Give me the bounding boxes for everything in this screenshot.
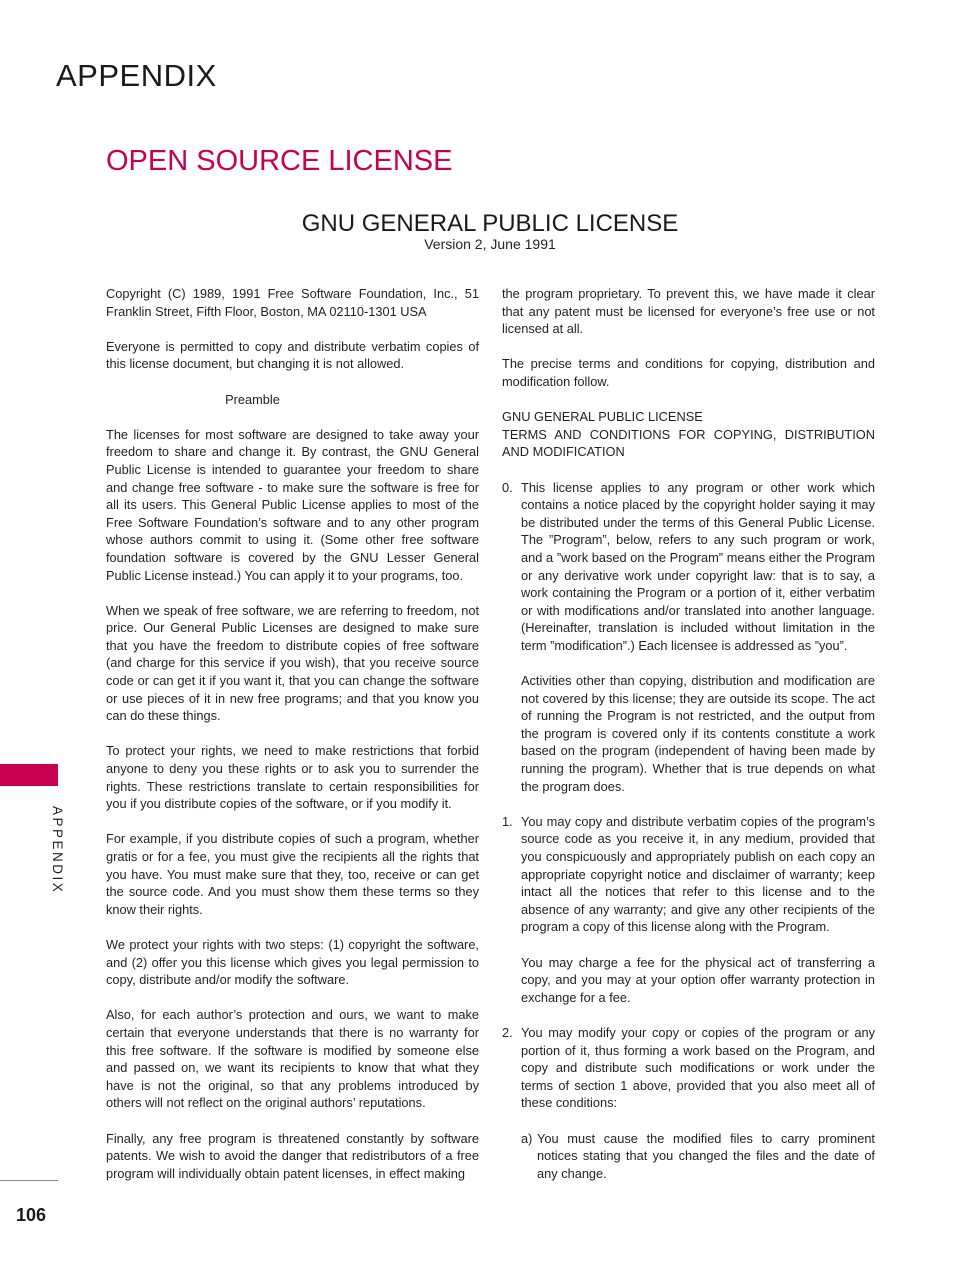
permission-notice: Everyone is permitted to copy and distribute verbatim copies of this license document, but changing it is not allowed. <box>106 338 479 372</box>
license-version: Version 2, June 1991 <box>424 236 556 252</box>
preamble-heading: Preamble <box>225 391 280 407</box>
item-number: 1. <box>502 813 513 829</box>
list-item <box>502 1024 875 1112</box>
subitem-number: a) <box>521 1130 533 1146</box>
list-item <box>502 813 875 1007</box>
page-title: OPEN SOURCE LICENSE <box>106 145 453 177</box>
side-section-label: APPENDIX <box>50 806 65 895</box>
paragraph: We protect your rights with two steps: (1) copyright the software, and (2) offer you this license which gives you legal permission to copy, distribute and/or modify the software. <box>106 936 479 988</box>
paragraph: Finally, any free program is threatened constantly by software patents. We wish to avoid the danger that redistributors of a free program will individually obtain patent licenses, in effect making <box>106 1130 479 1181</box>
terms-subheading: TERMS AND CONDITIONS FOR COPYING, DISTRIBUTION AND MODIFICATION <box>502 426 875 460</box>
paragraph: When we speak of free software, we are referring to freedom, not price. Our General Public Licenses are designed to make sure that you have the freedom to distribute copies of free software (and charge for this service if you wish), that you receive source code or can get it if you want it, that you can change the software or use pieces of it in new free programs; and that you know you can do these things. <box>106 602 479 724</box>
sub-list-item <box>502 1130 875 1183</box>
page-number: 106 <box>16 1205 47 1225</box>
item-number: 0. <box>502 479 513 495</box>
appendix-header: APPENDIX <box>56 58 217 93</box>
license-title: GNU GENERAL PUBLIC LICENSE <box>301 210 679 237</box>
item-paragraph: Activities other than copying, distribution and modification are not covered by this license; they are outside its scope. The act of running the Program is not restricted, and the output from the program is covered only if its contents constitute a work based on the program (independent of having been made by running the program). Whether that is true depends on what the program does. <box>521 673 875 794</box>
right-column <box>502 285 875 1182</box>
list-item <box>502 479 875 796</box>
item-paragraph: This license applies to any program or other work which contains a notice placed by the copyright holder saying it may be distributed under the terms of this General Public License. The ”Program”, below, refers to any such program or work, and a ”work based on the Program” means either the Program or any derivative work under copyright law: that is to say, a work containing the Program or a portion of it, either verbatim or with modifications and/or translated into another language. (Hereinafter, translation is included without limitation in the term ”modification”.) Each licensee is addressed as ”you”. <box>521 479 875 653</box>
subitem-text: You must cause the modified files to carry prominent notices stating that you changed the files and the date of any change. <box>537 1130 875 1181</box>
page-number-rule <box>0 1180 58 1181</box>
paragraph: The licenses for most software are designed to take away your freedom to share and change it. By contrast, the GNU General Public License is intended to guarantee your freedom to share and change free software - to make sure the software is free for all its users. This General Public License applies to most of the Free Software Foundation’s software and to any other program whose authors commit to using it. (Some other free software foundation software is covered by the GNU Lesser General Public License instead.) You can apply it to your programs, too. <box>106 426 479 583</box>
paragraph: For example, if you distribute copies of such a program, whether gratis or for a fee, you must give the recipients all the rights that you have. You must make sure that they, too, receive or can get the source code. And you must show them these terms so they know their rights. <box>106 831 479 917</box>
item-paragraph: You may charge a fee for the physical act of transferring a copy, and you may at your option offer warranty protection in exchange for a fee. <box>521 954 875 1005</box>
item-paragraph: You may copy and distribute verbatim copies of the program’s source code as you receive it, in any medium, provided that you conspicuously and appropriately publish on each copy an appropriate copyright notice and disclaimer of warranty; keep intact all the notices that refer to this license and to the absence of any warranty; and give any other recipients of the program a copy of this license along with the Program. <box>521 813 875 935</box>
item-number: 2. <box>502 1024 513 1040</box>
item-paragraph: You may modify your copy or copies of the program or any portion of it, thus forming a work based on the Program, and copy and distribute such modifications or work under the terms of section 1 above, provided that you also meet all of these conditions: <box>521 1024 875 1111</box>
left-column <box>106 285 479 1200</box>
side-tab-marker <box>0 764 58 786</box>
paragraph: To protect your rights, we need to make restrictions that forbid anyone to deny you these rights or to ask you to surrender the rights. These restrictions translate to certain responsibilities for you if you distribute copies of the software, or if you modify it. <box>106 743 479 812</box>
paragraph: Also, for each author’s protection and ours, we want to make certain that everyone understands that there is no warranty for this free software. If the software is modified by someone else and passed on, we want its recipients to know that what they have is not the original, so that any problems introduced by others will not reflect on the original authors’ reputations. <box>106 1007 479 1111</box>
paragraph: the program proprietary. To prevent this, we have made it clear that any patent must be licensed for everyone’s free use or not licensed at all. <box>502 286 875 337</box>
paragraph: The precise terms and conditions for copying, distribution and modification follow. <box>502 356 875 389</box>
copyright-notice: Copyright (C) 1989, 1991 Free Software Foundation, Inc., 51 Franklin Street, Fifth Floor, Boston, MA 02110-1301 USA <box>106 286 479 319</box>
terms-heading: GNU GENERAL PUBLIC LICENSE <box>502 409 703 425</box>
